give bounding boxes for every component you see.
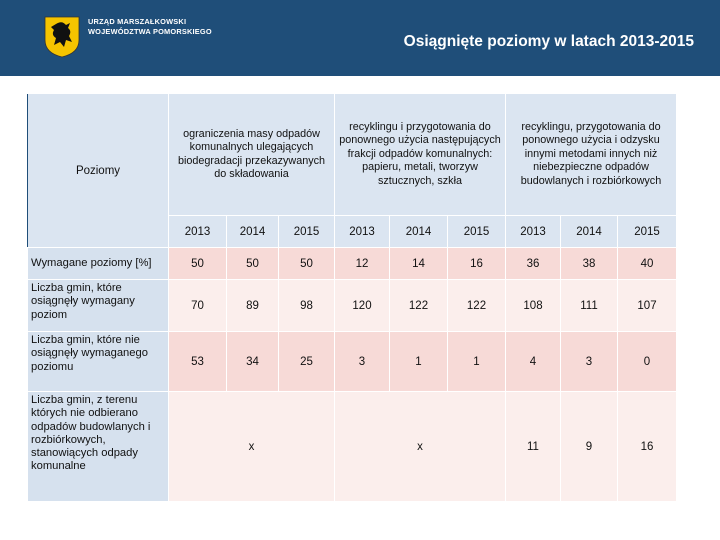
table-cell: 1 xyxy=(448,332,506,392)
table-cell: 16 xyxy=(618,392,677,502)
year-header: 2013 xyxy=(506,216,561,248)
table-cell: 53 xyxy=(169,332,227,392)
year-header: 2014 xyxy=(390,216,448,248)
corner-header xyxy=(28,94,169,248)
group-header-2 xyxy=(335,94,506,216)
table-row xyxy=(28,248,677,280)
table-cell: 1 xyxy=(390,332,448,392)
table-cell: 111 xyxy=(561,280,618,332)
header-bar xyxy=(0,0,720,76)
organization-name xyxy=(88,17,212,37)
year-header: 2014 xyxy=(561,216,618,248)
table-cell: 89 xyxy=(227,280,279,332)
group-header-1 xyxy=(169,94,335,216)
table-cell: 108 xyxy=(506,280,561,332)
table-row xyxy=(28,280,677,332)
levels-table xyxy=(27,93,677,502)
year-header: 2015 xyxy=(618,216,677,248)
table-cell: 38 xyxy=(561,248,618,280)
table-cell: 50 xyxy=(169,248,227,280)
table-cell: 16 xyxy=(448,248,506,280)
table-cell: 98 xyxy=(279,280,335,332)
table-cell: 107 xyxy=(618,280,677,332)
table-cell: 12 xyxy=(335,248,390,280)
year-header: 2013 xyxy=(335,216,390,248)
row-label: Liczba gmin, z terenu których nie odbierano odpadów budowlanych i rozbiórkowych, stanowiących odpady komunalne xyxy=(28,392,169,502)
table-cell: 122 xyxy=(390,280,448,332)
year-header: 2013 xyxy=(169,216,227,248)
row-label: Wymagane poziomy [%] xyxy=(28,248,169,280)
group-header-2-label: recyklingu i przygotowania do ponownego użycia następujących frakcji odpadów komunalnych: papieru, metali, tworzyw sztucznych, szkła xyxy=(339,120,501,187)
page-title: Osiągnięte poziomy w latach 2013-2015 xyxy=(403,33,694,50)
year-header: 2015 xyxy=(279,216,335,248)
table-cell: 120 xyxy=(335,280,390,332)
table-cell: 3 xyxy=(561,332,618,392)
year-header: 2015 xyxy=(448,216,506,248)
table-cell: 4 xyxy=(506,332,561,392)
table-cell: 122 xyxy=(448,280,506,332)
table-cell: 70 xyxy=(169,280,227,332)
table-cell: 50 xyxy=(227,248,279,280)
table-cell: 3 xyxy=(335,332,390,392)
table-cell: 40 xyxy=(618,248,677,280)
organization-line-2: WOJEWÓDZTWA POMORSKIEGO xyxy=(88,27,212,36)
table-row xyxy=(28,392,677,502)
table-cell: 9 xyxy=(561,392,618,502)
table-cell: 0 xyxy=(618,332,677,392)
organization-line-1: URZĄD MARSZAŁKOWSKI xyxy=(88,17,187,26)
group-header-3 xyxy=(506,94,677,216)
group-header-3-label: recyklingu, przygotowania do ponownego użycia i odzysku innymi metodami innych niż niebezpieczne odpadów budowlanych i rozbiórkowych xyxy=(520,120,662,187)
table-cell: x xyxy=(169,392,335,502)
table-cell: 50 xyxy=(279,248,335,280)
coat-of-arms-icon xyxy=(44,16,80,58)
table-row xyxy=(28,332,677,392)
table-cell: 34 xyxy=(227,332,279,392)
year-header: 2014 xyxy=(227,216,279,248)
row-label: Liczba gmin, które nie osiągnęły wymaganego poziomu xyxy=(28,332,169,392)
table-cell: 36 xyxy=(506,248,561,280)
table-cell: 25 xyxy=(279,332,335,392)
table-cell: x xyxy=(335,392,506,502)
table-cell: 14 xyxy=(390,248,448,280)
group-header-1-label: ograniczenia masy odpadów komunalnych ulegających biodegradacji przekazywanych do składowania xyxy=(177,127,326,180)
corner-label: Poziomy xyxy=(75,164,121,177)
table-cell: 11 xyxy=(506,392,561,502)
row-label: Liczba gmin, które osiągnęły wymagany poziom xyxy=(28,280,169,332)
